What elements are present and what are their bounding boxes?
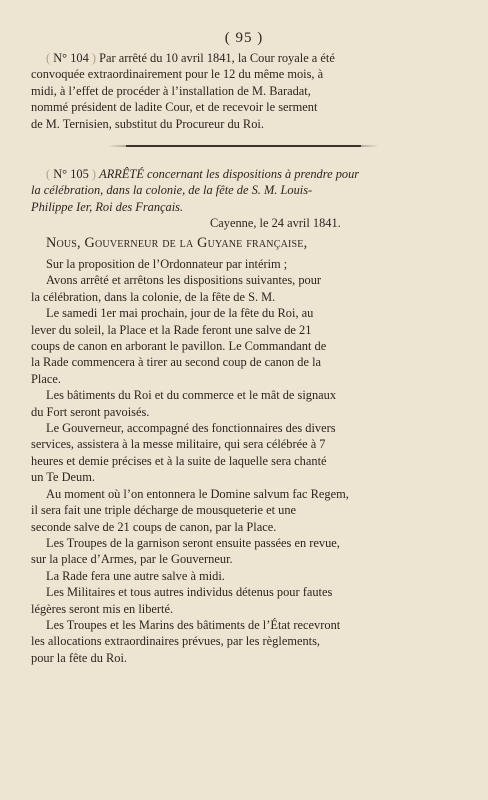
paragraph-line: Avons arrêté et arrêtons les dispositions suivantes, pour xyxy=(46,273,322,288)
paragraph-line: Au moment où l’on entonnera le Domine salvum fac Regem, xyxy=(46,486,349,501)
paragraph xyxy=(31,535,457,568)
article-104-line-3: midi, à l’effet de procéder à l’installation de M. Baradat, xyxy=(31,83,311,98)
paragraph xyxy=(31,568,457,584)
article-105-number: N° 105 xyxy=(53,167,89,181)
article-104 xyxy=(31,50,457,132)
paragraph-line: seconde salve de 21 coups de canon, par la Place. xyxy=(31,519,277,534)
section-divider xyxy=(126,145,361,147)
paragraph-line: un Te Deum. xyxy=(31,470,95,485)
paragraph-line: Les Troupes et les Marins des bâtiments de l’État recevront xyxy=(46,617,341,632)
article-104-line-4: nommé président de ladite Cour, et de recevoir le serment xyxy=(31,100,318,115)
article-105-title: ( N° 105 ) ARRÊTÉ concernant les dispositions à prendre pour la célébration, dans la colonie, de la fête de S. M. Louis- Philippe Ier, Roi des Français. xyxy=(31,167,360,214)
paragraph xyxy=(31,305,457,387)
article-date: Cayenne, le 24 avril 1841. xyxy=(210,216,341,230)
paragraph-line: il sera fait une triple décharge de mousqueterie et une xyxy=(31,503,297,518)
paragraph-line: coups de canon en arborant le pavillon. Le Commandant de xyxy=(31,339,327,354)
paragraph-line: Les bâtiments du Roi et du commerce et le mât de signaux xyxy=(46,388,337,403)
article-105-body xyxy=(31,256,457,666)
decree-heading: Nous, Gouverneur de la Guyane française, xyxy=(46,235,308,251)
paragraph-line: heures et demie précises et à la suite de laquelle sera chanté xyxy=(31,453,327,468)
paragraph-line: Les Militaires et tous autres individus détenus pour fautes xyxy=(46,585,333,600)
article-104-line-1: ( N° 104 ) Par arrêté du 10 avril 1841, la Cour royale a été xyxy=(46,51,335,65)
paragraph-line: pour la fête du Roi. xyxy=(31,650,128,665)
article-104-line-5: de M. Ternisien, substitut du Procureur du Roi. xyxy=(31,116,264,131)
article-104-number: N° 104 xyxy=(53,51,89,65)
paragraph-line: Le Gouverneur, accompagné des fonctionnaires des divers xyxy=(46,421,336,436)
page-number: ( 95 ) xyxy=(224,30,264,46)
article-104-line-2: convoquée extraordinairement pour le 12 du même mois, à xyxy=(31,67,324,82)
paragraph-line: La Rade fera une autre salve à midi. xyxy=(46,568,225,583)
paragraph-line: Le samedi 1er mai prochain, jour de la fête du Roi, au xyxy=(46,306,314,321)
paragraph xyxy=(31,617,457,666)
paragraph-line: lever du soleil, la Place et la Rade feront une salve de 21 xyxy=(31,322,312,337)
paragraph-line: sur la place d’Armes, par le Gouverneur. xyxy=(31,552,233,567)
paragraph-line: légères seront mis en liberté. xyxy=(31,601,174,616)
paragraph xyxy=(31,387,457,420)
paragraph-line: la célébration, dans la colonie, de la fête de S. M. xyxy=(31,289,276,304)
paragraph-line: services, assistera à la messe militaire, qui sera célébrée à 7 xyxy=(31,437,326,452)
paragraph xyxy=(31,584,457,617)
paragraph xyxy=(31,272,457,305)
paragraph-line: Sur la proposition de l’Ordonnateur par intérim ; xyxy=(46,257,288,271)
paragraph-line: Les Troupes de la garnison seront ensuite passées en revue, xyxy=(46,535,340,550)
paragraph-line: Place. xyxy=(31,371,61,386)
paragraph xyxy=(31,486,457,535)
paragraph-line: la Rade commencera à tirer au second coup de canon de la xyxy=(31,355,322,370)
paragraph xyxy=(31,256,457,272)
paragraph-line: les allocations extraordinaires prévues, par les règlements, xyxy=(31,634,321,649)
paragraph xyxy=(31,420,457,486)
paragraph-line: du Fort seront pavoisés. xyxy=(31,404,150,419)
